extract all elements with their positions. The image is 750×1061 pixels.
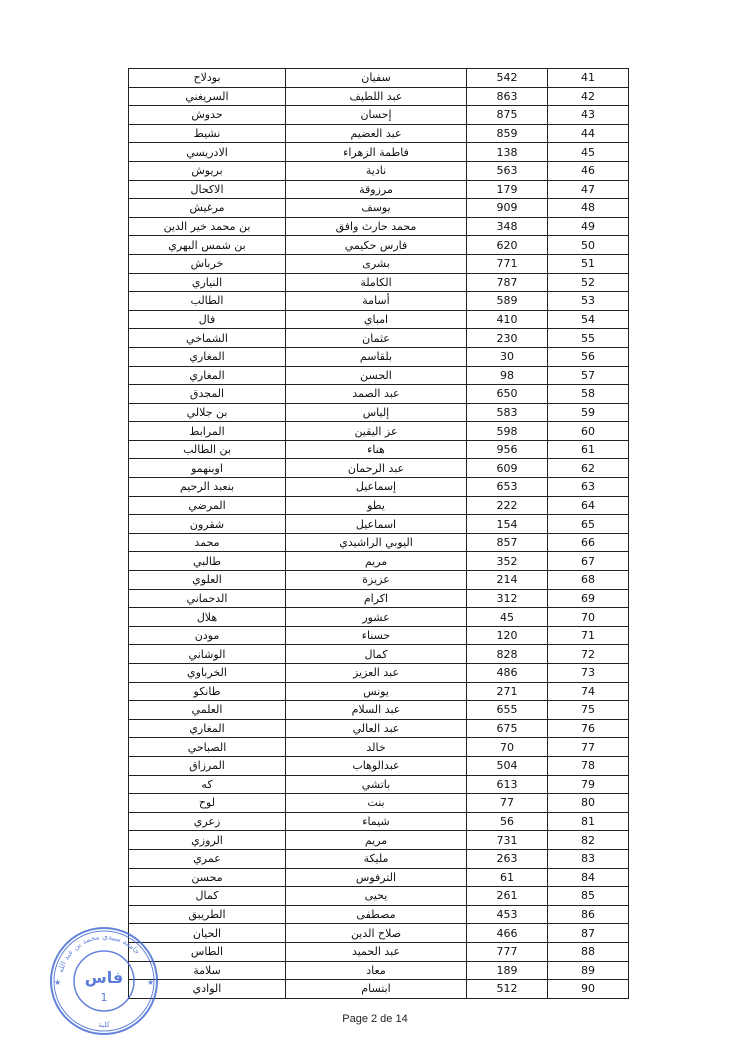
table-row: [129, 161, 629, 180]
cell-given-name: يطو: [286, 496, 467, 515]
cell-family-name: المرابط: [129, 422, 286, 441]
table-row: [129, 924, 629, 943]
cell-row-number: 64: [548, 496, 629, 515]
cell-family-name: مودن: [129, 626, 286, 645]
cell-code: 857: [467, 533, 548, 552]
cell-row-number: 61: [548, 440, 629, 459]
cell-given-name: باتشي: [286, 775, 467, 794]
cell-family-name: نشيط: [129, 124, 286, 143]
cell-code: 828: [467, 645, 548, 664]
cell-family-name: سلامة: [129, 961, 286, 980]
cell-row-number: 55: [548, 329, 629, 348]
stamp-ring-text: جامعة سيدي محمد بن عبد الله: [55, 931, 143, 974]
cell-code: 261: [467, 887, 548, 906]
cell-family-name: محسن: [129, 868, 286, 887]
cell-given-name: اسماعيل: [286, 515, 467, 534]
cell-given-name: عبد اللطيف: [286, 87, 467, 106]
cell-code: 771: [467, 254, 548, 273]
cell-given-name: عبدالوهاب: [286, 756, 467, 775]
cell-row-number: 50: [548, 236, 629, 255]
cell-code: 542: [467, 69, 548, 88]
table-row: [129, 664, 629, 683]
cell-row-number: 66: [548, 533, 629, 552]
table-row: [129, 701, 629, 720]
cell-family-name: الروزي: [129, 831, 286, 850]
table-row: [129, 69, 629, 88]
cell-code: 453: [467, 905, 548, 924]
cell-given-name: عزيزة: [286, 571, 467, 590]
table-row: [129, 645, 629, 664]
cell-code: 486: [467, 664, 548, 683]
cell-family-name: العلوي: [129, 571, 286, 590]
cell-family-name: زعري: [129, 812, 286, 831]
table-row: [129, 236, 629, 255]
cell-row-number: 58: [548, 385, 629, 404]
table-row: [129, 403, 629, 422]
cell-code: 312: [467, 589, 548, 608]
cell-code: 863: [467, 87, 548, 106]
cell-row-number: 75: [548, 701, 629, 720]
cell-family-name: العلمي: [129, 701, 286, 720]
registration-table: [128, 68, 629, 999]
stamp-city: فاس: [84, 968, 124, 987]
cell-given-name: ابتسام: [286, 980, 467, 999]
cell-code: 650: [467, 385, 548, 404]
cell-row-number: 84: [548, 868, 629, 887]
cell-family-name: المرزاق: [129, 756, 286, 775]
table-row: [129, 961, 629, 980]
cell-code: 138: [467, 143, 548, 162]
table-row: [129, 738, 629, 757]
cell-row-number: 85: [548, 887, 629, 906]
cell-code: 352: [467, 552, 548, 571]
table-row: [129, 682, 629, 701]
cell-code: 77: [467, 794, 548, 813]
cell-family-name: هلال: [129, 608, 286, 627]
cell-row-number: 67: [548, 552, 629, 571]
cell-family-name: بن جلالي: [129, 403, 286, 422]
table-body: [129, 69, 629, 999]
stamp-number: 1: [100, 991, 108, 1004]
cell-family-name: بودلاح: [129, 69, 286, 88]
cell-given-name: كمال: [286, 645, 467, 664]
cell-row-number: 59: [548, 403, 629, 422]
cell-row-number: 45: [548, 143, 629, 162]
table-row: [129, 180, 629, 199]
cell-row-number: 73: [548, 664, 629, 683]
cell-code: 154: [467, 515, 548, 534]
cell-family-name: لوح: [129, 794, 286, 813]
table-row: [129, 217, 629, 236]
cell-given-name: اكرام: [286, 589, 467, 608]
cell-given-name: صلاح الدين: [286, 924, 467, 943]
cell-row-number: 89: [548, 961, 629, 980]
cell-row-number: 78: [548, 756, 629, 775]
cell-given-name: سفيان: [286, 69, 467, 88]
table-row: [129, 831, 629, 850]
cell-code: 609: [467, 459, 548, 478]
cell-given-name: إسماعيل: [286, 478, 467, 497]
cell-given-name: بلقاسم: [286, 347, 467, 366]
cell-family-name: خرباش: [129, 254, 286, 273]
cell-row-number: 52: [548, 273, 629, 292]
cell-code: 613: [467, 775, 548, 794]
table-row: [129, 552, 629, 571]
cell-row-number: 68: [548, 571, 629, 590]
cell-code: 583: [467, 403, 548, 422]
cell-row-number: 87: [548, 924, 629, 943]
cell-row-number: 83: [548, 849, 629, 868]
cell-row-number: 53: [548, 292, 629, 311]
table-row: [129, 756, 629, 775]
table-row: [129, 515, 629, 534]
cell-given-name: الكاملة: [286, 273, 467, 292]
cell-code: 230: [467, 329, 548, 348]
cell-family-name: الطالب: [129, 292, 286, 311]
cell-row-number: 62: [548, 459, 629, 478]
page-number: Page 2 de 14: [342, 1013, 408, 1025]
table-row: [129, 980, 629, 999]
cell-family-name: طانكو: [129, 682, 286, 701]
cell-code: 875: [467, 106, 548, 125]
cell-code: 222: [467, 496, 548, 515]
cell-row-number: 48: [548, 199, 629, 218]
cell-given-name: خالد: [286, 738, 467, 757]
cell-given-name: مريم: [286, 552, 467, 571]
cell-given-name: عز اليقين: [286, 422, 467, 441]
cell-row-number: 57: [548, 366, 629, 385]
cell-given-name: عبد السلام: [286, 701, 467, 720]
cell-row-number: 90: [548, 980, 629, 999]
table-row: [129, 868, 629, 887]
table-row: [129, 310, 629, 329]
table-row: [129, 478, 629, 497]
cell-row-number: 76: [548, 719, 629, 738]
cell-row-number: 41: [548, 69, 629, 88]
cell-family-name: الادريسي: [129, 143, 286, 162]
cell-row-number: 46: [548, 161, 629, 180]
cell-row-number: 69: [548, 589, 629, 608]
cell-family-name: بنعبد الرحيم: [129, 478, 286, 497]
cell-row-number: 49: [548, 217, 629, 236]
cell-family-name: مرغيش: [129, 199, 286, 218]
cell-given-name: مصطفى: [286, 905, 467, 924]
cell-family-name: المغاري: [129, 366, 286, 385]
cell-row-number: 42: [548, 87, 629, 106]
table-row: [129, 254, 629, 273]
cell-family-name: بن شمس البهري: [129, 236, 286, 255]
cell-family-name: المجدق: [129, 385, 286, 404]
cell-code: 214: [467, 571, 548, 590]
star-icon: ★: [147, 978, 155, 987]
cell-code: 777: [467, 942, 548, 961]
table-row: [129, 366, 629, 385]
cell-row-number: 47: [548, 180, 629, 199]
cell-given-name: مريم: [286, 831, 467, 850]
cell-family-name: بريوش: [129, 161, 286, 180]
cell-code: 61: [467, 868, 548, 887]
cell-given-name: عثمان: [286, 329, 467, 348]
cell-given-name: إحسان: [286, 106, 467, 125]
cell-given-name: امباي: [286, 310, 467, 329]
cell-code: 598: [467, 422, 548, 441]
cell-given-name: اليوبي الراشيدي: [286, 533, 467, 552]
cell-row-number: 44: [548, 124, 629, 143]
table-row: [129, 329, 629, 348]
stamp-ring-text-bottom: كلية: [98, 1021, 110, 1029]
table-row: [129, 292, 629, 311]
table-row: [129, 459, 629, 478]
cell-code: 348: [467, 217, 548, 236]
cell-row-number: 77: [548, 738, 629, 757]
cell-given-name: عبد الحميد: [286, 942, 467, 961]
cell-code: 263: [467, 849, 548, 868]
table-row: [129, 849, 629, 868]
cell-row-number: 79: [548, 775, 629, 794]
cell-code: 787: [467, 273, 548, 292]
cell-family-name: الحيان: [129, 924, 286, 943]
cell-code: 179: [467, 180, 548, 199]
table-row: [129, 496, 629, 515]
table-row: [129, 273, 629, 292]
cell-given-name: عبد الصمد: [286, 385, 467, 404]
cell-row-number: 43: [548, 106, 629, 125]
table-row: [129, 124, 629, 143]
cell-code: 512: [467, 980, 548, 999]
cell-family-name: الاكحال: [129, 180, 286, 199]
cell-row-number: 70: [548, 608, 629, 627]
cell-code: 589: [467, 292, 548, 311]
table-row: [129, 106, 629, 125]
cell-family-name: الشماخي: [129, 329, 286, 348]
cell-family-name: كمال: [129, 887, 286, 906]
cell-given-name: عبد العضيم: [286, 124, 467, 143]
table-row: [129, 440, 629, 459]
cell-family-name: المرضي: [129, 496, 286, 515]
cell-given-name: معاد: [286, 961, 467, 980]
cell-code: 98: [467, 366, 548, 385]
cell-code: 30: [467, 347, 548, 366]
cell-code: 189: [467, 961, 548, 980]
cell-given-name: بنت: [286, 794, 467, 813]
cell-row-number: 71: [548, 626, 629, 645]
cell-code: 653: [467, 478, 548, 497]
table-row: [129, 385, 629, 404]
cell-given-name: عبد العزيز: [286, 664, 467, 683]
cell-family-name: الوادي: [129, 980, 286, 999]
cell-given-name: مرزوقة: [286, 180, 467, 199]
cell-code: 563: [467, 161, 548, 180]
cell-code: 620: [467, 236, 548, 255]
cell-family-name: بن محمد خير الدين: [129, 217, 286, 236]
cell-given-name: عبد الرحمان: [286, 459, 467, 478]
cell-code: 956: [467, 440, 548, 459]
cell-code: 410: [467, 310, 548, 329]
table-row: [129, 626, 629, 645]
cell-family-name: عمري: [129, 849, 286, 868]
cell-code: 859: [467, 124, 548, 143]
cell-family-name: الدحماني: [129, 589, 286, 608]
cell-given-name: فاطمة الزهراء: [286, 143, 467, 162]
cell-row-number: 65: [548, 515, 629, 534]
table-row: [129, 571, 629, 590]
cell-family-name: السريغني: [129, 87, 286, 106]
table-row: [129, 347, 629, 366]
cell-family-name: الوشاني: [129, 645, 286, 664]
cell-row-number: 80: [548, 794, 629, 813]
cell-code: 120: [467, 626, 548, 645]
cell-code: 271: [467, 682, 548, 701]
cell-code: 45: [467, 608, 548, 627]
table-row: [129, 794, 629, 813]
star-icon: ★: [54, 978, 62, 987]
cell-given-name: الحسن: [286, 366, 467, 385]
cell-given-name: يحيى: [286, 887, 467, 906]
cell-family-name: طالبي: [129, 552, 286, 571]
cell-given-name: عشور: [286, 608, 467, 627]
cell-given-name: يوسف: [286, 199, 467, 218]
cell-family-name: اوبنهمو: [129, 459, 286, 478]
cell-code: 675: [467, 719, 548, 738]
cell-row-number: 51: [548, 254, 629, 273]
cell-family-name: النياري: [129, 273, 286, 292]
cell-row-number: 72: [548, 645, 629, 664]
cell-family-name: الخرباوي: [129, 664, 286, 683]
table-row: [129, 589, 629, 608]
cell-row-number: 63: [548, 478, 629, 497]
table-row: [129, 143, 629, 162]
cell-row-number: 81: [548, 812, 629, 831]
table-row: [129, 905, 629, 924]
cell-row-number: 88: [548, 942, 629, 961]
cell-family-name: حدوش: [129, 106, 286, 125]
cell-family-name: كه: [129, 775, 286, 794]
cell-family-name: الطريبق: [129, 905, 286, 924]
cell-code: 56: [467, 812, 548, 831]
cell-row-number: 56: [548, 347, 629, 366]
table-row: [129, 775, 629, 794]
cell-code: 731: [467, 831, 548, 850]
cell-row-number: 60: [548, 422, 629, 441]
cell-family-name: المغاري: [129, 719, 286, 738]
table-row: [129, 942, 629, 961]
cell-row-number: 86: [548, 905, 629, 924]
cell-code: 504: [467, 756, 548, 775]
cell-given-name: محمد حارث وافق: [286, 217, 467, 236]
cell-code: 466: [467, 924, 548, 943]
cell-given-name: إلياس: [286, 403, 467, 422]
table-row: [129, 533, 629, 552]
cell-family-name: الطاس: [129, 942, 286, 961]
cell-family-name: الصباحي: [129, 738, 286, 757]
cell-family-name: محمد: [129, 533, 286, 552]
cell-given-name: عبد العالي: [286, 719, 467, 738]
table-row: [129, 422, 629, 441]
cell-given-name: شيماء: [286, 812, 467, 831]
cell-given-name: الترفوس: [286, 868, 467, 887]
table-row: [129, 887, 629, 906]
cell-code: 655: [467, 701, 548, 720]
cell-row-number: 54: [548, 310, 629, 329]
cell-given-name: هناء: [286, 440, 467, 459]
table-row: [129, 608, 629, 627]
cell-row-number: 82: [548, 831, 629, 850]
cell-given-name: حسناء: [286, 626, 467, 645]
cell-given-name: بشرى: [286, 254, 467, 273]
cell-row-number: 74: [548, 682, 629, 701]
cell-given-name: فارس حكيمي: [286, 236, 467, 255]
table-row: [129, 87, 629, 106]
cell-family-name: شقرون: [129, 515, 286, 534]
cell-code: 70: [467, 738, 548, 757]
cell-given-name: يونس: [286, 682, 467, 701]
table-row: [129, 199, 629, 218]
cell-code: 909: [467, 199, 548, 218]
cell-given-name: مليكة: [286, 849, 467, 868]
cell-family-name: فال: [129, 310, 286, 329]
table-row: [129, 719, 629, 738]
cell-family-name: المغاري: [129, 347, 286, 366]
cell-family-name: بن الطالب: [129, 440, 286, 459]
cell-given-name: أسامة: [286, 292, 467, 311]
cell-given-name: نادية: [286, 161, 467, 180]
table-row: [129, 812, 629, 831]
